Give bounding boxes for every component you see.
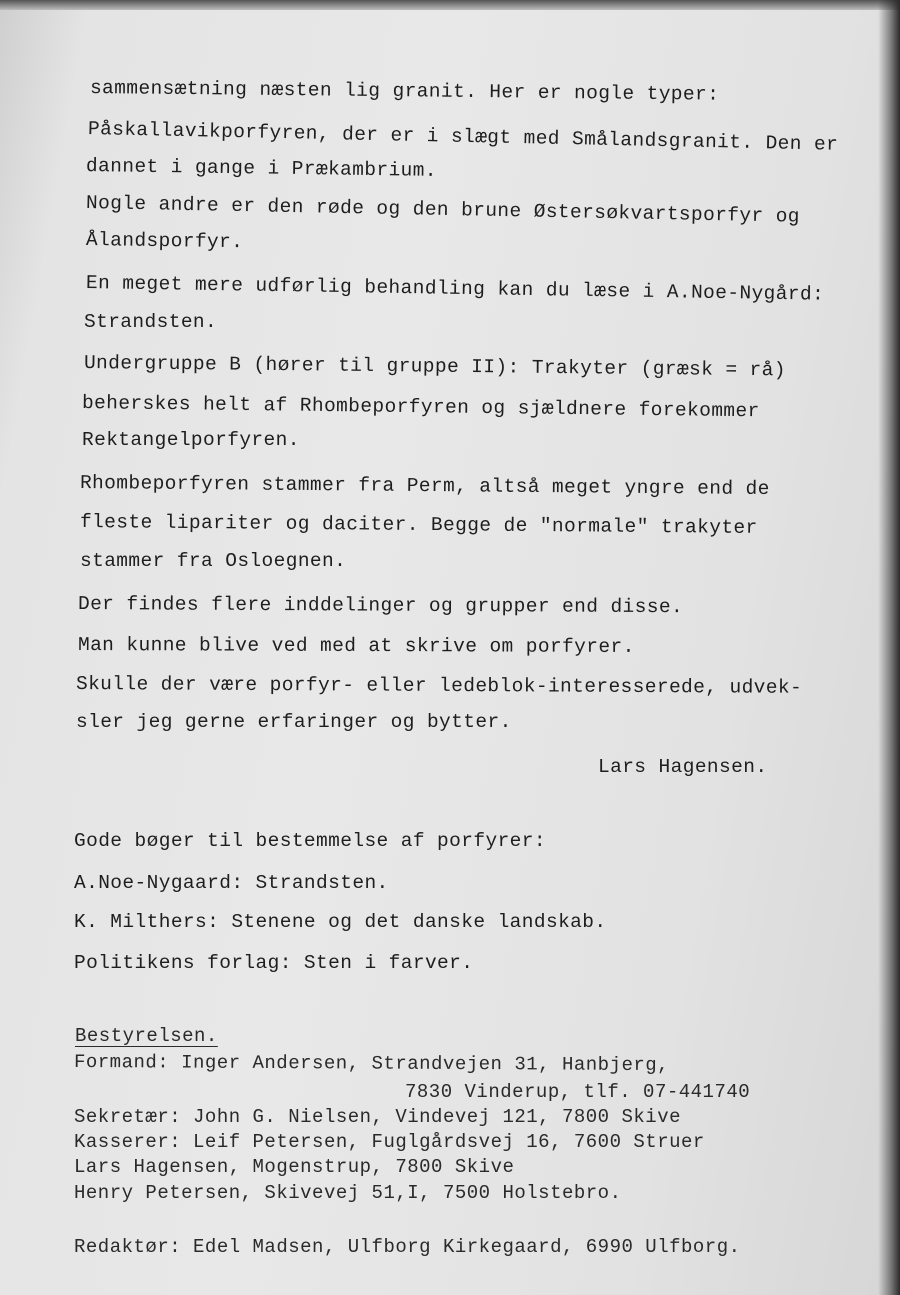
board-member-line: Formand: Inger Andersen, Strandvejen 31, Hanbjerg, [73,1051,670,1077]
paper-edge-shadow [878,0,900,1295]
board-member-line: Henry Petersen, Skivevej 51,I, 7500 Holstebro. [74,1182,622,1204]
board-member-line: Kasserer: Leif Petersen, Fuglgårdsvej 16, 7600 Struer [74,1131,705,1153]
book-item: A.Noe-Nygaard: Strandsten. [74,872,389,894]
body-line: En meget mere udførlig behandling kan du læse i A.Noe-Nygård: [85,272,825,306]
body-line: Der findes flere inddelinger og grupper end disse. [77,593,684,619]
board-member-line: Sekretær: John G. Nielsen, Vindevej 121, 7800 Skive [74,1106,681,1128]
body-line: Ålandsporfyr. [85,229,244,254]
body-line: Man kunne blive ved med at skrive om porfyrer. [77,634,635,658]
board-member-line: Lars Hagensen, Mogenstrup, 7800 Skive [74,1156,515,1178]
body-line: dannet i gange i Prækambrium. [85,155,438,182]
book-item: K. Milthers: Stenene og det danske landskab. [74,911,607,933]
books-heading: Gode bøger til bestemmelse af porfyrer: [74,830,546,852]
body-line: sammensætning næsten lig granit. Her er nogle typer: [89,77,720,106]
board-heading: Bestyrelsen. [75,1025,218,1047]
paper-edge-top [0,0,900,10]
body-line: Påskallavikporfyren, der er i slægt med Smålandsgranit. Den er [87,118,839,156]
signature: Lars Hagensen. [598,756,768,778]
body-line: sler jeg gerne erfaringer og bytter. [76,711,512,733]
body-line: Nogle andre er den røde og den brune Østersøkvartsporfyr og [85,192,801,228]
body-line: Strandsten. [84,311,218,333]
editor-line: Redaktør: Edel Madsen, Ulfborg Kirkegaard, 6990 Ulfborg. [74,1236,741,1258]
body-line: Skulle der være porfyr- eller ledeblok-interesserede, udvek- [75,673,803,699]
body-line: Rhombeporfyren stammer fra Perm, altså meget yngre end de [79,472,770,501]
body-line: Rektangelporfyren. [82,429,300,451]
body-line: beherskes helt af Rhombeporfyren og sjældnere forekommer [81,392,760,423]
body-line: Undergruppe B (hører til gruppe II): Trakyter (græsk = rå) [83,352,786,382]
body-line: fleste lipariter og daciter. Begge de "normale" trakyter [79,511,758,539]
body-line: stammer fra Osloegnen. [80,550,347,572]
board-member-line: 7830 Vinderup, tlf. 07-441740 [405,1081,751,1103]
book-item: Politikens forlag: Sten i farver. [74,952,474,974]
